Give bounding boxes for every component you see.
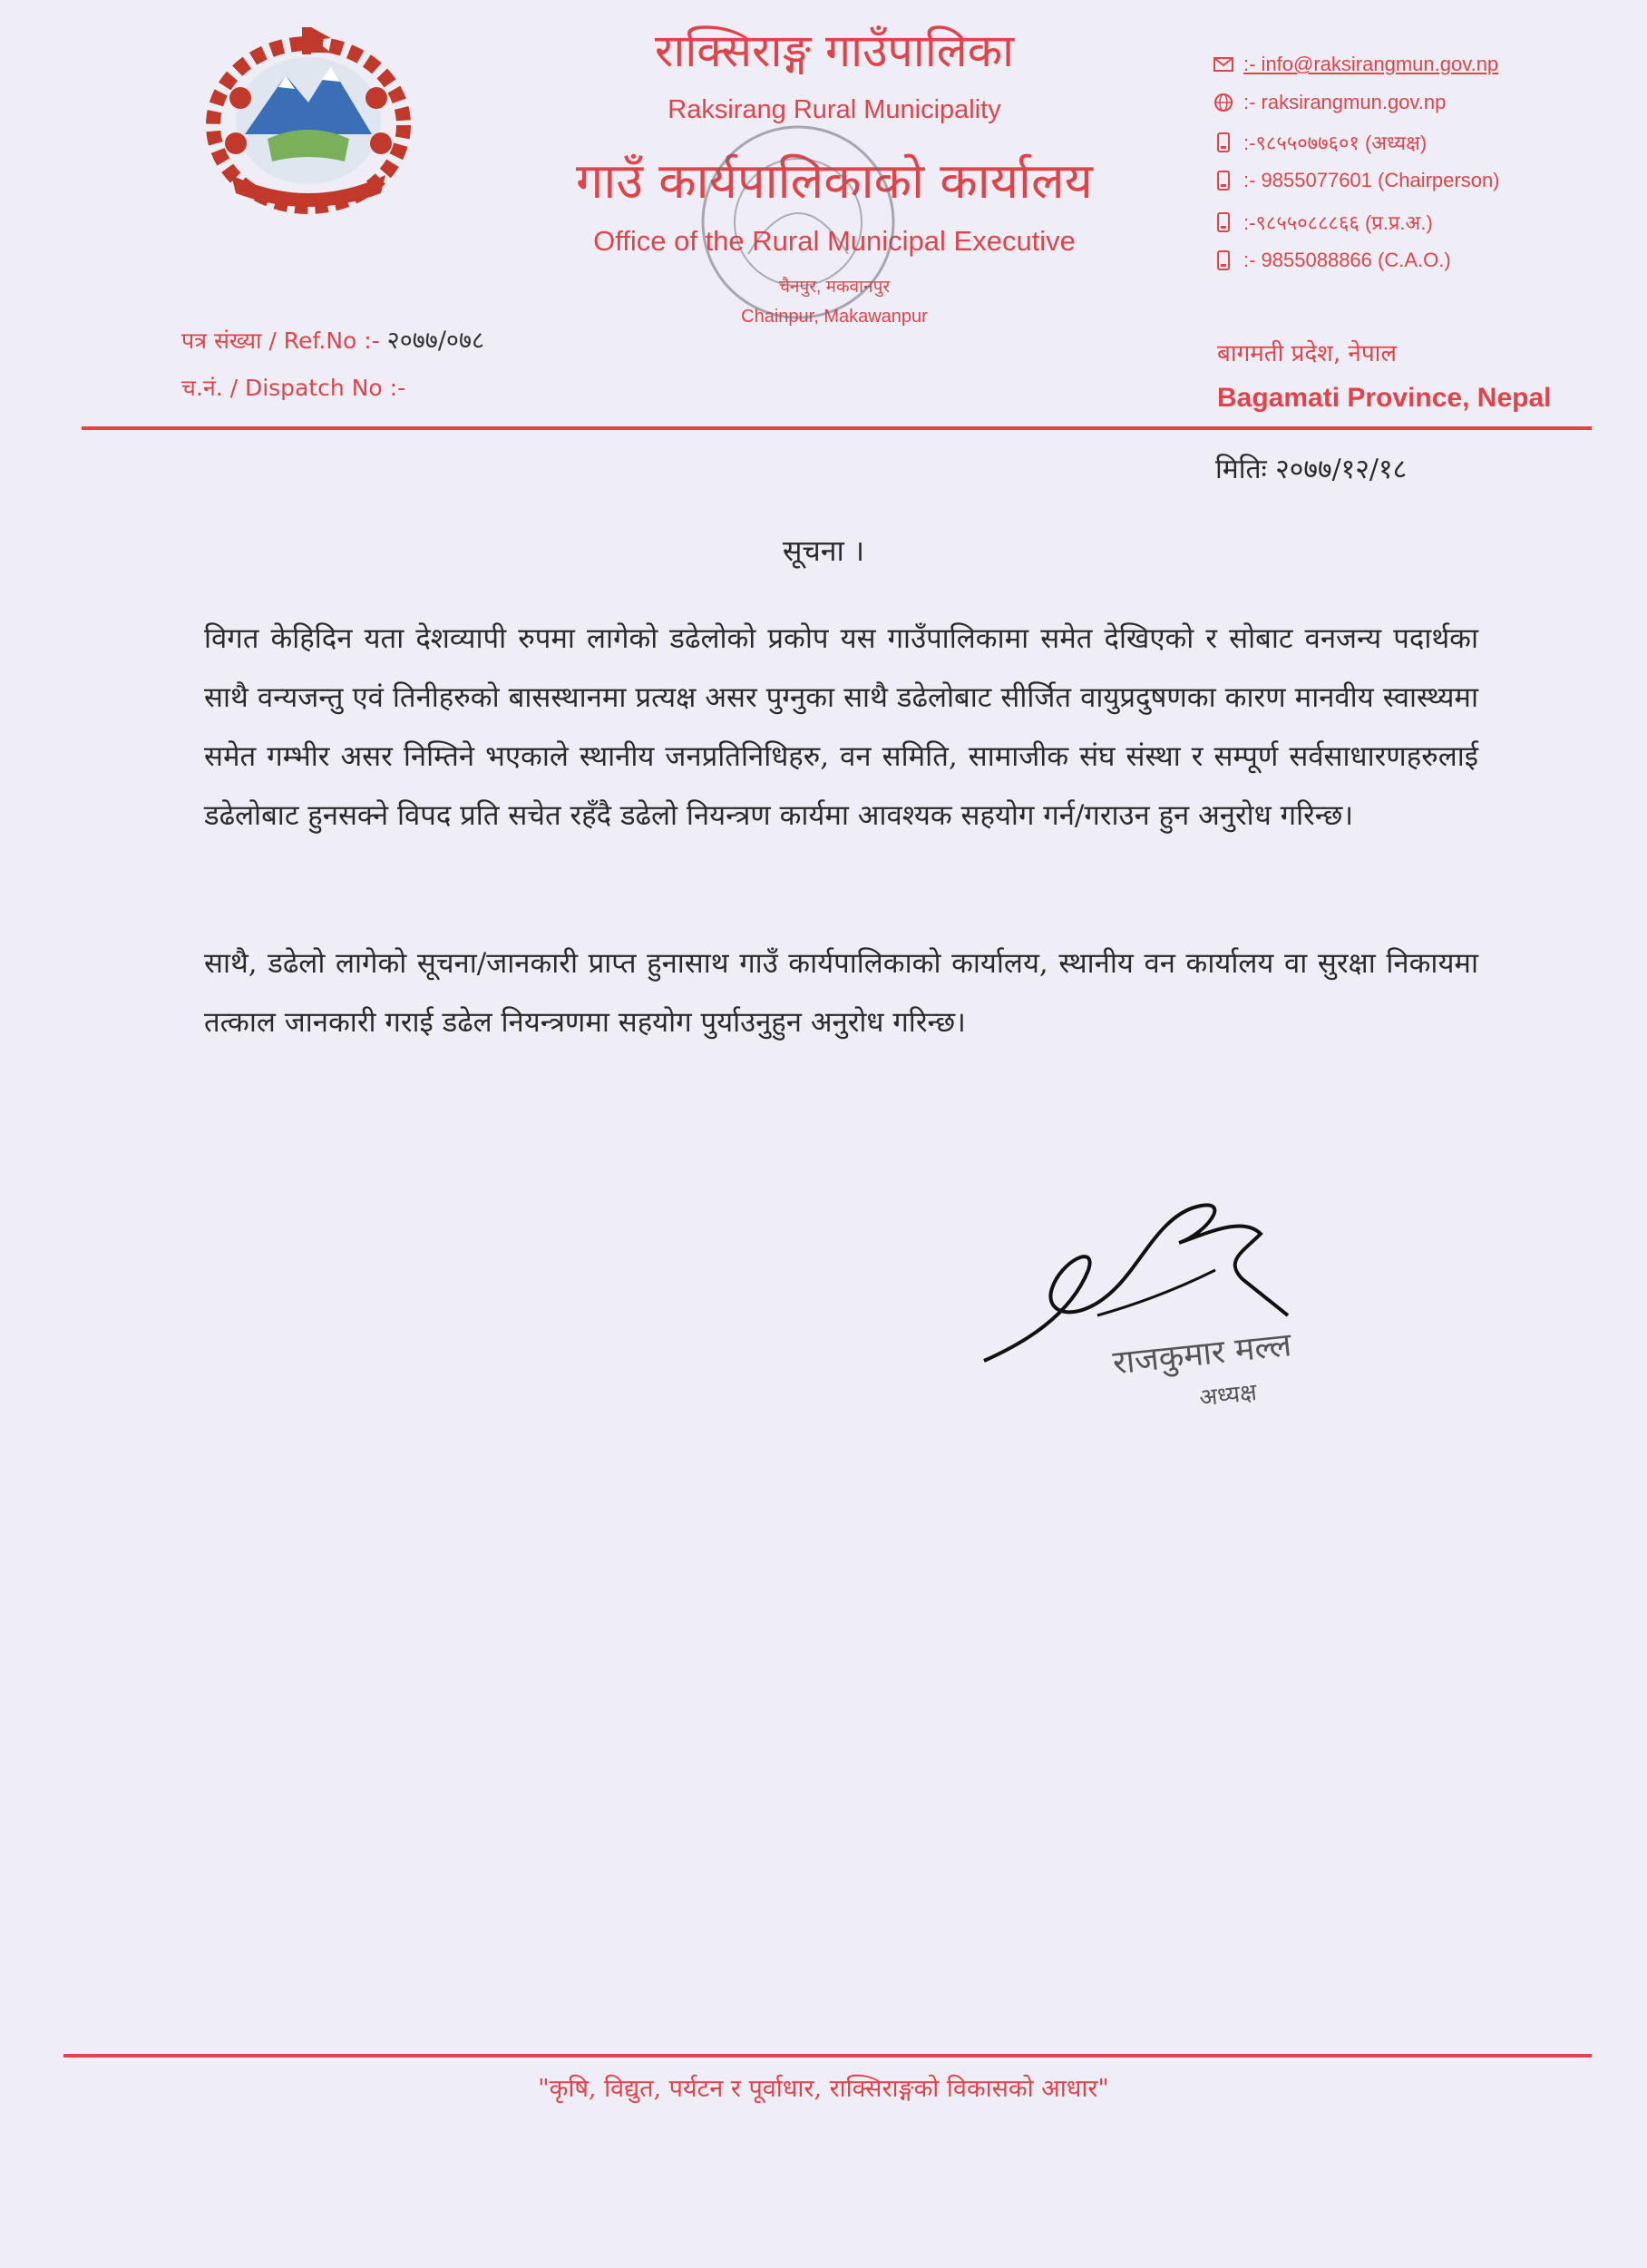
ref-value: २०७७/०७८ — [386, 327, 485, 355]
contact-text: :- info@raksirangmun.gov.np — [1243, 53, 1499, 75]
phone-icon — [1213, 132, 1234, 153]
contact-phone-chair-en — [1213, 169, 1630, 192]
address-np: चैनपुर, मकवानपुर — [778, 278, 891, 297]
province-en: Bagamati Province, Nepal — [1217, 383, 1552, 413]
contact-text: :-९८५५०७७६०१ (अध्यक्ष) — [1243, 132, 1428, 154]
globe-icon — [1213, 92, 1234, 113]
footer-motto: "कृषि, विद्युत, पर्यटन र पूर्वाधार, राक्सिराङ्गको विकासको आधार" — [538, 2075, 1109, 2103]
contact-website[interactable] — [1213, 91, 1630, 114]
letter-subject: सूचना । — [782, 533, 865, 568]
province-np: बागमती प्रदेश, नेपाल — [1217, 340, 1397, 367]
body-paragraph: साथै, डढेलो लागेको सूचना/जानकारी प्राप्त हुनासाथ गाउँ कार्यपालिकाको कार्यालय, स्थानीय वन कार्यालय वा सुरक्षा निकायमा तत्काल जानकारी गराई डढेल नियन्त्रणमा सहयोग पुर्याउनुहुन अनुरोध गरिन्छ। — [204, 947, 1478, 1039]
nepal-emblem-icon — [195, 25, 422, 216]
phone-icon — [1213, 211, 1234, 233]
office-stamp-icon — [694, 118, 902, 327]
office-title-en: Office of the Rural Municipal Executive — [593, 225, 1076, 257]
contact-text: :- 9855088866 (C.A.O.) — [1243, 249, 1451, 271]
address-en: Chainpur, Makawanpur — [741, 307, 928, 327]
contact-phone-chair-np — [1213, 129, 1630, 156]
signature-stamp-title: अध्यक्ष — [1197, 1379, 1259, 1413]
letter-date: मितिः २०७७/१२/१८ — [1215, 454, 1408, 485]
header-divider — [82, 426, 1592, 430]
signature-icon — [970, 1179, 1351, 1413]
phone-icon — [1213, 249, 1234, 271]
contact-text: :- 9855077601 (Chairperson) — [1243, 169, 1500, 191]
contact-text: :- raksirangmun.gov.np — [1243, 91, 1447, 113]
municipality-title-en: Raksirang Rural Municipality — [668, 95, 1001, 124]
dispatch-number — [181, 372, 405, 403]
dispatch-label: च.नं. / Dispatch No :- — [181, 375, 406, 401]
office-title-np: गाउँ कार्यपालिकाको कार्यालय — [576, 152, 1093, 210]
ref-label: पत्र संख्या / Ref.No :- — [181, 327, 380, 354]
reference-number — [181, 322, 484, 356]
body-paragraph: विगत केहिदिन यता देशव्यापी रुपमा लागेको डढेलोको प्रकोप यस गाउँपालिकामा समेत देखिएको र सोबाट वनजन्य पदार्थका साथै वन्यजन्तु एवं तिनीहरुको बासस्थानमा प्रत्यक्ष असर पुग्नुका साथै डढेलोबाट सीर्जित वायुप्रदुषणका कारण मानवीय स्वास्थ्यमा समेत गम्भीर असर निम्तिने भएकाले स्थानीय जनप्रतिनिधिहरु, वन समिति, सामाजीक संघ संस्था र सम्पूर्ण सर्वसाधारणहरुलाई डढेलोबाट हुनसक्ने विपद प्रति सचेत रहँदै डढेलो नियन्त्रण कार्यमा आवश्यक सहयोग गर्न/गराउन हुन अनुरोध गरिन्छ। — [204, 622, 1478, 832]
contact-phone-cao-np — [1213, 209, 1630, 236]
contact-text: :-९८५५०८८८६६ (प्र.प्र.अ.) — [1243, 211, 1433, 234]
municipality-title-np: राक्सिराङ्ग गाउँपालिका — [654, 24, 1015, 77]
contact-phone-cao-en — [1213, 249, 1630, 272]
contact-email[interactable] — [1213, 53, 1630, 76]
signature-stamp-name: राजकुमार मल्ल — [1111, 1326, 1293, 1383]
phone-icon — [1213, 170, 1234, 191]
email-icon — [1213, 54, 1234, 75]
footer-divider — [63, 2054, 1592, 2058]
